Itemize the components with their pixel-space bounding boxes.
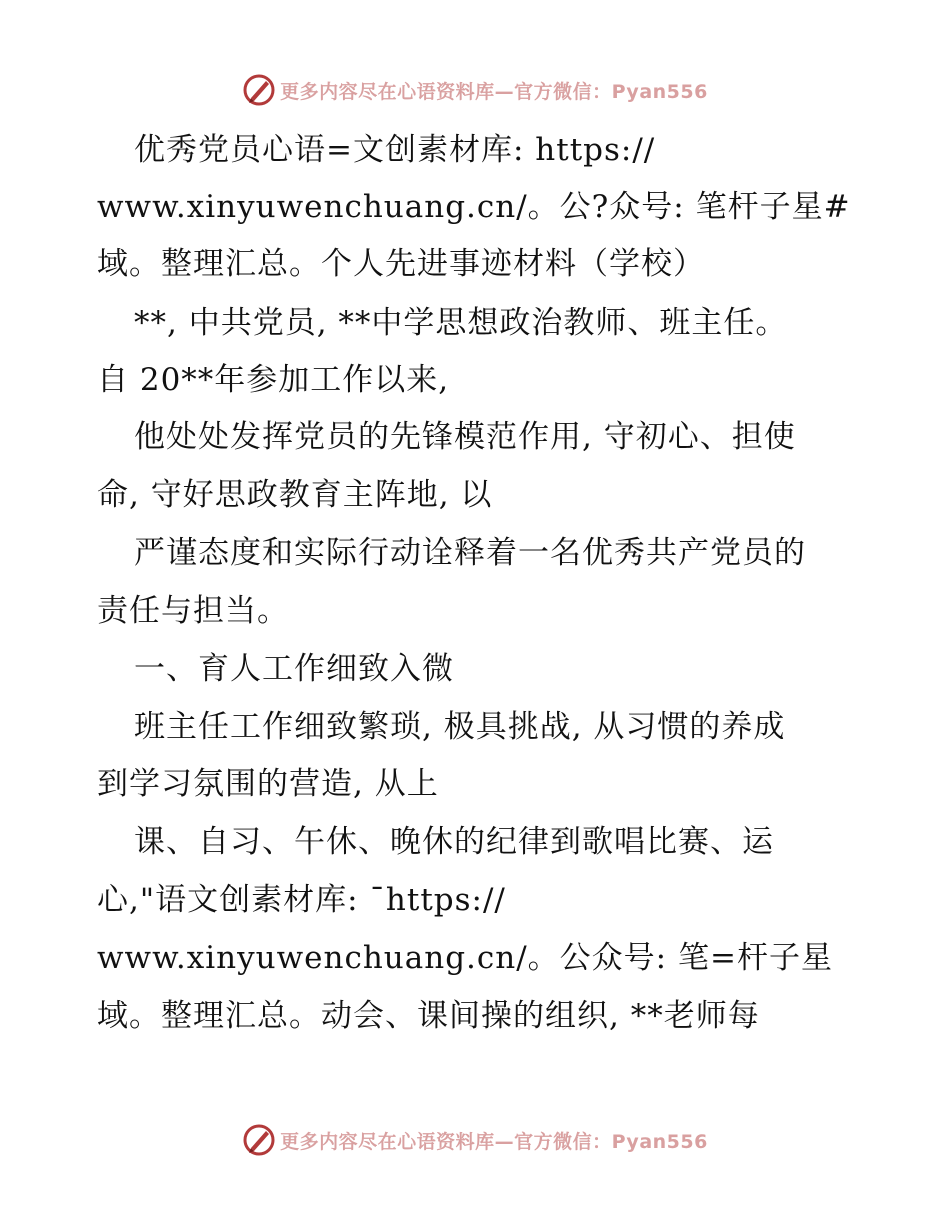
footer-banner-text: 更多内容尽在心语资料库—官方微信：Pyan556 xyxy=(280,1130,708,1153)
footer-banner xyxy=(0,1120,950,1160)
body-line: 命, 守好思政教育主阵地, 以 xyxy=(97,477,493,513)
pen-logo-icon xyxy=(242,1123,276,1157)
body-line: 域。整理汇总。动会、课间操的组织, **老师每 xyxy=(97,998,760,1034)
body-line: www.xinyuwenchuang.cn/。公众号: 笔=杆子星 xyxy=(97,940,833,976)
header-banner xyxy=(0,70,950,110)
body-line: 心,"语文创素材库: ¯https:// xyxy=(97,882,506,918)
body-line: 班主任工作细致繁琐, 极具挑战, 从习惯的养成 xyxy=(134,709,786,745)
body-line: 到学习氛围的营造, 从上 xyxy=(97,766,439,802)
body-line: 严谨态度和实际行动诠释着一名优秀共产党员的 xyxy=(134,535,806,571)
body-line: 自 20**年参加工作以来, xyxy=(97,362,450,398)
body-line: 责任与担当。 xyxy=(97,593,289,629)
section-heading: 一、育人工作细致入微 xyxy=(134,651,454,687)
body-line: 他处处发挥党员的先锋模范作用, 守初心、担使 xyxy=(134,419,796,455)
pen-logo-icon xyxy=(242,73,276,107)
body-line: 域。整理汇总。个人先进事迹材料（学校） xyxy=(97,246,705,282)
body-line: **, 中共党员, **中学思想政治教师、班主任。 xyxy=(134,305,788,341)
body-line: 课、自习、午休、晚休的纪律到歌唱比赛、运 xyxy=(134,824,774,860)
body-line: www.xinyuwenchuang.cn/。公?众号: 笔杆子星# xyxy=(97,189,851,225)
body-line: 优秀党员心语=文创素材库: https:// xyxy=(134,132,656,168)
header-banner-text: 更多内容尽在心语资料库—官方微信：Pyan556 xyxy=(280,80,708,103)
